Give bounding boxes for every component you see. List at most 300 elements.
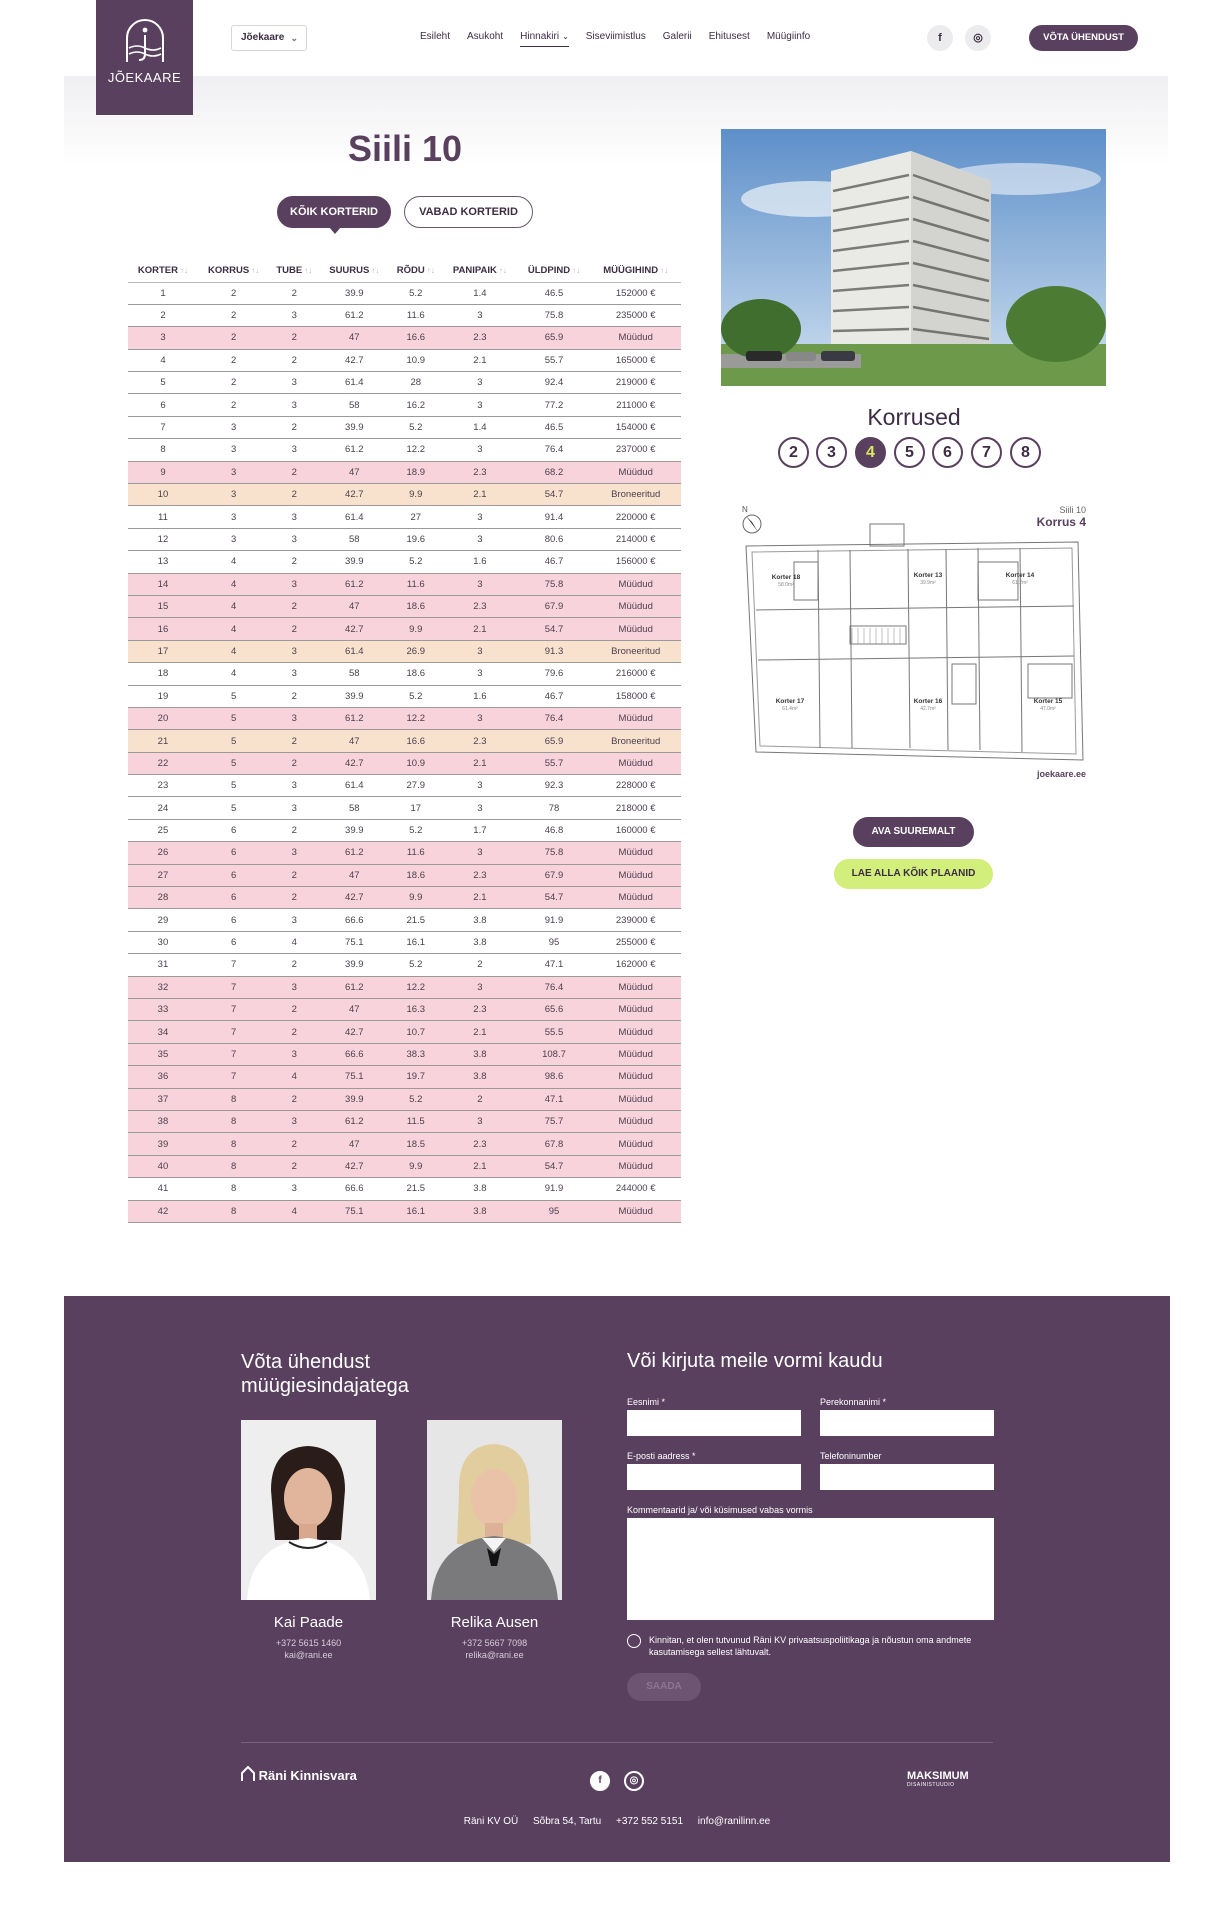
table-cell: 2 <box>269 954 319 976</box>
table-cell: 7 <box>198 1043 269 1065</box>
table-cell: 2 <box>269 730 319 752</box>
table-cell: 61.2 <box>319 842 389 864</box>
table-cell: 2 <box>198 394 269 416</box>
table-row[interactable] <box>128 685 681 707</box>
table-cell: 5 <box>198 730 269 752</box>
unit-label: Korter 17 <box>775 698 805 705</box>
table-cell: 218000 € <box>590 797 681 819</box>
table-cell: 5.2 <box>389 551 442 573</box>
table-cell: 91.9 <box>518 909 591 931</box>
table-cell: 9.9 <box>389 887 442 909</box>
table-cell: 6 <box>198 909 269 931</box>
table-cell: 91.9 <box>518 1178 591 1200</box>
tab-free-apartments[interactable]: VABAD KORTERID <box>404 196 533 228</box>
table-row[interactable] <box>128 931 681 953</box>
table-cell: 92.3 <box>518 775 591 797</box>
floor-7-button[interactable]: 7 <box>971 437 1002 468</box>
table-cell: 39.9 <box>319 416 389 438</box>
project-select-value: Jõekaare <box>241 32 285 43</box>
main-nav <box>420 31 827 47</box>
table-cell: 160000 € <box>590 819 681 841</box>
unit-label: Korter 18 <box>771 574 801 581</box>
table-cell: 2 <box>269 461 319 483</box>
table-cell: 61.4 <box>319 506 389 528</box>
table-cell: Müüdud <box>590 461 681 483</box>
table-cell: 18.5 <box>389 1133 442 1155</box>
table-cell: 16.6 <box>389 327 442 349</box>
table-cell: 3 <box>269 304 319 326</box>
table-row[interactable] <box>128 394 681 416</box>
table-cell: 6 <box>198 931 269 953</box>
table-cell: Müüdud <box>590 595 681 617</box>
sort-icon: ↑↓ <box>426 266 435 276</box>
table-cell: 3 <box>269 640 319 662</box>
table-cell: 66.6 <box>319 1178 389 1200</box>
table-row[interactable] <box>128 1200 681 1222</box>
table-cell: 2.1 <box>442 1155 517 1177</box>
brand-name: Räni Kinnisvara <box>258 1768 357 1783</box>
table-cell: 9.9 <box>389 484 442 506</box>
col-uldpind[interactable] <box>518 260 591 282</box>
table-cell: 3 <box>442 394 517 416</box>
table-cell: 12.2 <box>389 439 442 461</box>
download-plans-button[interactable]: LAE ALLA KÕIK PLAANID <box>834 859 993 889</box>
table-cell: 8 <box>198 1155 269 1177</box>
table-row[interactable] <box>128 439 681 461</box>
table-row[interactable] <box>128 1043 681 1065</box>
table-row[interactable] <box>128 752 681 774</box>
table-row[interactable] <box>128 304 681 326</box>
table-cell: 2 <box>269 282 319 304</box>
floor-6-button[interactable]: 6 <box>932 437 963 468</box>
table-cell: 158000 € <box>590 685 681 707</box>
table-cell: 18.9 <box>389 461 442 483</box>
table-row[interactable] <box>128 842 681 864</box>
table-cell: 39.9 <box>319 551 389 573</box>
table-cell: 27.9 <box>389 775 442 797</box>
table-cell: 92.4 <box>518 372 591 394</box>
table-cell: 7 <box>198 999 269 1021</box>
table-row[interactable] <box>128 999 681 1021</box>
logo[interactable] <box>96 0 193 115</box>
facebook-icon[interactable]: f <box>590 1771 610 1791</box>
send-button[interactable]: SAADA <box>627 1673 701 1701</box>
agent-email[interactable]: kai@rani.ee <box>284 1650 333 1660</box>
agent-phone[interactable]: +372 5667 7098 <box>461 1638 528 1648</box>
logo-icon <box>123 18 167 64</box>
table-cell: 162000 € <box>590 954 681 976</box>
agent-name: Kai Paade <box>273 1614 344 1631</box>
table-cell: 16.2 <box>389 394 442 416</box>
company-phone[interactable]: +372 552 5151 <box>616 1816 684 1827</box>
table-cell: 3.8 <box>442 1043 517 1065</box>
table-row[interactable] <box>128 282 681 304</box>
unit-label: Korter 14 <box>1005 572 1035 579</box>
table-cell: 39.9 <box>319 1088 389 1110</box>
table-row[interactable] <box>128 887 681 909</box>
table-row[interactable] <box>128 416 681 438</box>
table-cell: 2.3 <box>442 999 517 1021</box>
table-cell: 22 <box>128 752 198 774</box>
contact-button[interactable]: VÕTA ÜHENDUST <box>1029 25 1138 51</box>
table-cell: 36 <box>128 1066 198 1088</box>
floor-plan[interactable] <box>738 502 1090 792</box>
table-cell: 16.1 <box>389 1200 442 1222</box>
table-body <box>128 282 681 1222</box>
table-cell: 61.4 <box>319 640 389 662</box>
rani-logo[interactable] <box>241 1766 357 1783</box>
table-cell: 27 <box>389 506 442 528</box>
table-cell: 18 <box>128 663 198 685</box>
floor-3-button[interactable]: 3 <box>816 437 847 468</box>
tab-all-apartments[interactable]: KÕIK KORTERID <box>277 196 391 228</box>
table-cell: 3 <box>442 842 517 864</box>
table-row[interactable] <box>128 327 681 349</box>
table-cell: 8 <box>128 439 198 461</box>
comments-textarea[interactable] <box>627 1518 994 1620</box>
table-cell: 2 <box>128 304 198 326</box>
table-cell: 2 <box>442 1088 517 1110</box>
table-cell: 4 <box>198 640 269 662</box>
table-cell: 61.4 <box>319 775 389 797</box>
consent-checkbox[interactable] <box>627 1634 641 1648</box>
table-cell: 219000 € <box>590 372 681 394</box>
table-row[interactable] <box>128 730 681 752</box>
nav-hinnakiri[interactable] <box>520 31 569 47</box>
avatar <box>427 1420 562 1600</box>
table-cell: 28 <box>389 372 442 394</box>
table-cell: Müüdud <box>590 1021 681 1043</box>
table-cell: 4 <box>198 663 269 685</box>
table-cell: 33 <box>128 999 198 1021</box>
table-cell: 2 <box>269 595 319 617</box>
contact-title: Võta ühendust müügiesindajatega <box>241 1351 409 1397</box>
col-label: TUBE <box>276 265 303 277</box>
table-cell: 76.4 <box>518 976 591 998</box>
nav-galerii[interactable]: Galerii <box>662 31 692 42</box>
table-row[interactable] <box>128 372 681 394</box>
table-cell: 1.4 <box>442 416 517 438</box>
plan-building: Siili 10 <box>1059 505 1086 515</box>
table-row[interactable] <box>128 909 681 931</box>
table-cell: Müüdud <box>590 1200 681 1222</box>
table-cell: 10 <box>128 484 198 506</box>
table-cell: 9.9 <box>389 1155 442 1177</box>
logo-text: JÕEKAARE <box>107 70 182 85</box>
table-cell: 11 <box>128 506 198 528</box>
col-korter[interactable] <box>128 260 198 282</box>
table-cell: 34 <box>128 1021 198 1043</box>
table-cell: 4 <box>198 618 269 640</box>
table-row[interactable] <box>128 618 681 640</box>
footer-divider <box>241 1742 993 1743</box>
table-cell: 3.8 <box>442 909 517 931</box>
table-row[interactable] <box>128 707 681 729</box>
unit-area: 61.4m² <box>782 706 798 712</box>
table-cell: 41 <box>128 1178 198 1200</box>
table-cell: 46.7 <box>518 551 591 573</box>
table-cell: 39.9 <box>319 954 389 976</box>
table-cell: 2.3 <box>442 864 517 886</box>
table-cell: 4 <box>198 595 269 617</box>
nav-hinnakiri-label: Hinnakiri <box>520 31 560 42</box>
table-cell: 61.2 <box>319 707 389 729</box>
table-cell: 46.7 <box>518 685 591 707</box>
table-cell: 98.6 <box>518 1066 591 1088</box>
agent-email[interactable]: relika@rani.ee <box>465 1650 524 1660</box>
table-cell: 58 <box>319 797 389 819</box>
table-cell: 11.6 <box>389 842 442 864</box>
table-cell: Müüdud <box>590 1043 681 1065</box>
nav-siseviimistlus[interactable]: Siseviimistlus <box>585 31 646 42</box>
table-cell: 10.9 <box>389 752 442 774</box>
table-row[interactable] <box>128 461 681 483</box>
table-cell: 2.1 <box>442 618 517 640</box>
table-cell: 3 <box>269 775 319 797</box>
table-cell: Müüdud <box>590 887 681 909</box>
table-row[interactable] <box>128 595 681 617</box>
table-cell: 42.7 <box>319 752 389 774</box>
agent-name: Relika Ausen <box>450 1614 539 1631</box>
table-row[interactable] <box>128 1110 681 1132</box>
open-larger-button[interactable]: AVA SUUREMALT <box>853 817 974 847</box>
facebook-icon[interactable]: f <box>927 25 953 51</box>
col-suurus[interactable] <box>319 260 389 282</box>
table-cell: 2 <box>198 372 269 394</box>
sort-icon: ↑↓ <box>498 266 507 276</box>
table-cell: 12 <box>128 528 198 550</box>
table-cell: 5.2 <box>389 416 442 438</box>
table-cell: 47 <box>319 595 389 617</box>
nav-asukoht[interactable]: Asukoht <box>467 31 504 42</box>
table-cell: 10.9 <box>389 349 442 371</box>
table-cell: 20 <box>128 707 198 729</box>
table-cell: 7 <box>128 416 198 438</box>
table-cell: 77.2 <box>518 394 591 416</box>
table-cell: 47 <box>319 1133 389 1155</box>
table-cell: 3 <box>442 663 517 685</box>
table-cell: 8 <box>198 1178 269 1200</box>
table-cell: 220000 € <box>590 506 681 528</box>
avatar <box>241 1420 376 1600</box>
table-cell: 2.3 <box>442 730 517 752</box>
table-row[interactable] <box>128 797 681 819</box>
table-cell: Müüdud <box>590 999 681 1021</box>
table-cell: 3 <box>442 707 517 729</box>
email-label: E-posti aadress * <box>627 1451 696 1461</box>
table-cell: 2 <box>269 752 319 774</box>
table-row[interactable] <box>128 954 681 976</box>
table-cell: 3 <box>269 1043 319 1065</box>
nav-muugiinfo[interactable]: Müügiinfo <box>766 31 811 42</box>
table-row[interactable] <box>128 1021 681 1043</box>
table-cell: 58 <box>319 663 389 685</box>
house-icon <box>241 1766 255 1782</box>
table-cell: 18.6 <box>389 595 442 617</box>
table-cell: 47.1 <box>518 954 591 976</box>
instagram-icon[interactable]: ◎ <box>624 1771 644 1791</box>
chevron-down-icon: ⌄ <box>562 32 569 41</box>
studio-logo[interactable] <box>907 1770 969 1788</box>
table-cell: 2.1 <box>442 752 517 774</box>
table-cell: 3.8 <box>442 1200 517 1222</box>
table-row[interactable] <box>128 864 681 886</box>
unit-label: Korter 15 <box>1033 698 1063 705</box>
floor-4-button[interactable]: 4 <box>855 437 886 468</box>
table-cell: 1.6 <box>442 685 517 707</box>
table-cell: 61.2 <box>319 1110 389 1132</box>
table-cell: 1.6 <box>442 551 517 573</box>
col-label: KORTER <box>137 265 179 277</box>
table-cell: 3 <box>269 528 319 550</box>
table-cell: 46.8 <box>518 819 591 841</box>
project-select[interactable] <box>231 25 307 51</box>
table-cell: 2.1 <box>442 484 517 506</box>
table-cell: 2 <box>269 1021 319 1043</box>
floors-title: Korrused <box>867 404 961 430</box>
col-label: KORRUS <box>208 265 250 277</box>
table-cell: Müüdud <box>590 1133 681 1155</box>
table-cell: 2 <box>198 304 269 326</box>
table-cell: 5 <box>198 775 269 797</box>
phone-input[interactable] <box>820 1464 994 1490</box>
table-cell: 15 <box>128 595 198 617</box>
table-cell: 47 <box>319 461 389 483</box>
consent-text: Kinnitan, et olen tutvunud Räni KV privaatsuspoliitikaga ja nõustun oma andmete kasutamisega sellest lähtuvalt. <box>649 1635 972 1657</box>
table-cell: 3 <box>442 640 517 662</box>
table-cell: 3 <box>269 1178 319 1200</box>
table-cell: 11.6 <box>389 304 442 326</box>
floor-8-button[interactable]: 8 <box>1010 437 1041 468</box>
table-cell: 3 <box>198 416 269 438</box>
company-email[interactable]: info@ranilinn.ee <box>697 1816 771 1827</box>
table-cell: 2 <box>269 1088 319 1110</box>
col-tube[interactable] <box>269 260 319 282</box>
email-input[interactable] <box>627 1464 801 1490</box>
table-cell: 54.7 <box>518 887 591 909</box>
table-cell: 5 <box>128 372 198 394</box>
table-cell: 46.5 <box>518 416 591 438</box>
table-row[interactable] <box>128 819 681 841</box>
table-cell: 6 <box>198 842 269 864</box>
table-cell: 7 <box>198 1066 269 1088</box>
table-row[interactable] <box>128 775 681 797</box>
table-cell: 42.7 <box>319 1021 389 1043</box>
table-cell: Müüdud <box>590 1155 681 1177</box>
table-header <box>128 260 681 282</box>
table-cell: 3 <box>128 327 198 349</box>
table-cell: 39.9 <box>319 685 389 707</box>
nav-ehitusest[interactable]: Ehitusest <box>708 31 750 42</box>
table-cell: 80.6 <box>518 528 591 550</box>
table-cell: 156000 € <box>590 551 681 573</box>
table-cell: 66.6 <box>319 1043 389 1065</box>
table-cell: 244000 € <box>590 1178 681 1200</box>
col-korrus[interactable] <box>198 260 269 282</box>
table-row[interactable] <box>128 506 681 528</box>
table-cell: 5.2 <box>389 685 442 707</box>
table-cell: 75.8 <box>518 573 591 595</box>
table-cell: 75.1 <box>319 1066 389 1088</box>
table-row[interactable] <box>128 528 681 550</box>
table-row[interactable] <box>128 484 681 506</box>
table-cell: 47 <box>319 327 389 349</box>
floor-5-button[interactable]: 5 <box>894 437 925 468</box>
table-cell: 6 <box>198 819 269 841</box>
table-cell: 76.4 <box>518 707 591 729</box>
floor-2-button[interactable]: 2 <box>778 437 809 468</box>
compass-icon <box>743 515 761 533</box>
table-cell: Müüdud <box>590 573 681 595</box>
table-cell: 67.9 <box>518 864 591 886</box>
table-row[interactable] <box>128 1178 681 1200</box>
table-cell: 4 <box>198 551 269 573</box>
table-cell: 11.6 <box>389 573 442 595</box>
agent-phone[interactable]: +372 5615 1460 <box>275 1638 342 1648</box>
table-cell: 42.7 <box>319 618 389 640</box>
table-cell: 2 <box>269 819 319 841</box>
table-row[interactable] <box>128 1155 681 1177</box>
table-cell: 3 <box>442 573 517 595</box>
table-cell: 65.6 <box>518 999 591 1021</box>
table-cell: 42.7 <box>319 349 389 371</box>
col-rodu[interactable] <box>389 260 442 282</box>
studio-name: MAKSIMUM <box>907 1770 969 1782</box>
col-label: ÜLDPIND <box>527 265 571 277</box>
table-cell: 3 <box>442 775 517 797</box>
table-row[interactable] <box>128 1066 681 1088</box>
table-cell: 19.6 <box>389 528 442 550</box>
table-cell: 31 <box>128 954 198 976</box>
col-muugihind[interactable] <box>590 260 681 282</box>
table-row[interactable] <box>128 976 681 998</box>
table-cell: 46.5 <box>518 282 591 304</box>
table-row[interactable] <box>128 551 681 573</box>
last-name-input[interactable] <box>820 1410 994 1436</box>
table-cell: 10.7 <box>389 1021 442 1043</box>
table-cell: 40 <box>128 1155 198 1177</box>
table-cell: 214000 € <box>590 528 681 550</box>
sort-icon: ↑↓ <box>572 266 581 276</box>
chevron-down-icon: ⌄ <box>290 33 298 43</box>
sort-icon: ↑↓ <box>304 266 313 276</box>
nav-esileht[interactable]: Esileht <box>420 31 451 42</box>
table-cell: 38 <box>128 1110 198 1132</box>
table-cell: 3 <box>198 506 269 528</box>
table-cell: 1 <box>128 282 198 304</box>
table-cell: 235000 € <box>590 304 681 326</box>
table-row[interactable] <box>128 349 681 371</box>
instagram-icon[interactable]: ◎ <box>965 25 991 51</box>
table-cell: 2.3 <box>442 595 517 617</box>
table-cell: 3 <box>269 439 319 461</box>
building-photo[interactable] <box>721 129 1106 386</box>
table-cell: 2 <box>198 327 269 349</box>
table-row[interactable] <box>128 573 681 595</box>
unit-label: Korter 13 <box>913 572 943 579</box>
first-name-input[interactable] <box>627 1410 801 1436</box>
table-cell: 16 <box>128 618 198 640</box>
table-row[interactable] <box>128 1088 681 1110</box>
table-cell: 47.1 <box>518 1088 591 1110</box>
table-cell: 1.4 <box>442 282 517 304</box>
table-row[interactable] <box>128 663 681 685</box>
table-cell: 29 <box>128 909 198 931</box>
table-row[interactable] <box>128 1133 681 1155</box>
table-cell: 54.7 <box>518 618 591 640</box>
col-panipaik[interactable] <box>442 260 517 282</box>
table-row[interactable] <box>128 640 681 662</box>
